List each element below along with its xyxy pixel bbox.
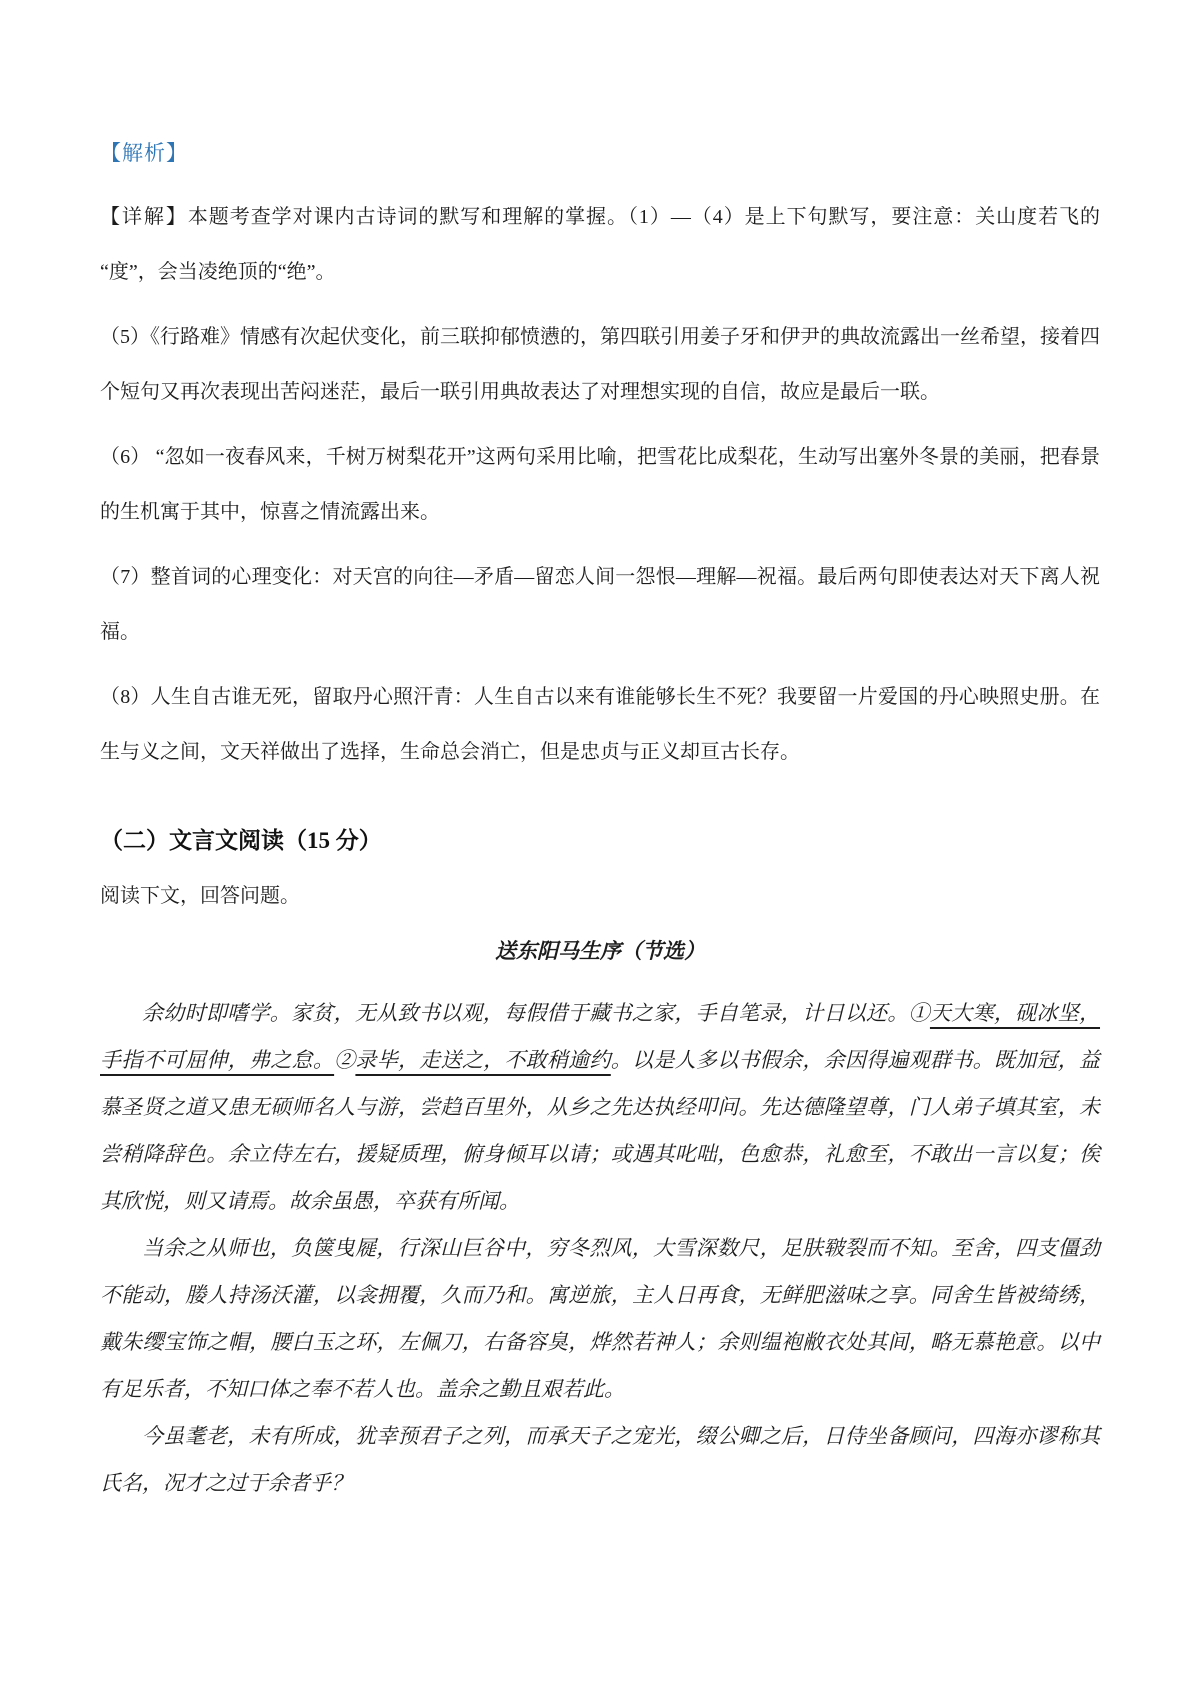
answer-paragraph-8: （8）人生自古谁无死，留取丹心照汗青：人生自古以来有谁能够长生不死？我要留一片爱国的丹心映照史册。在生与义之间，文天祥做出了选择，生命总会消亡，但是忠贞与正义却亘古长存。 — [100, 686, 1100, 763]
underlined-sentence: 录毕，走送之，不敢稍逾约 — [355, 1048, 611, 1072]
detail-paragraph — [100, 190, 1100, 300]
analysis-label: 【解析】 — [100, 141, 188, 165]
passage-text: 。以是人多以书假余，余因得遍观群书。既加冠，益慕圣贤之道又患无硕师名人与游，尝趋百里外，从乡之先达执经叩问。先达德隆望尊，门人弟子填其室，未尝稍降辞色。余立侍左右，援疑质理，俯身倾耳以请；或遇其叱咄，色愈恭，礼愈至，不敢出一言以复；俟其欣悦，则又请焉。故余虽愚，卒获有所闻。 — [100, 1048, 1101, 1213]
reading-instruction: 阅读下文，回答问题。 — [100, 885, 300, 907]
passage — [100, 927, 1100, 1507]
detail-label: 【详解】 — [100, 206, 188, 228]
detail-text: 本题考查学对课内古诗词的默写和理解的掌握。（1）—（4）是上下句默写，要注意：关山度若飞的“度”，会当凌绝顶的“绝”。 — [100, 206, 1101, 283]
passage-title: 送东阳马生序（节选） — [495, 938, 705, 963]
underlined-sentence: 天大寒，砚冰坚，手指不可屈伸，弗之怠。 — [100, 1001, 1101, 1072]
answer-paragraph-7: （7）整首词的心理变化：对天宫的向往—矛盾—留恋人间一怨恨—理解—祝福。最后两句即使表达对天下离人祝福。 — [100, 566, 1100, 643]
passage-paragraph-1 — [100, 990, 1100, 1225]
passage-paragraph-3 — [100, 1413, 1100, 1507]
passage-text: 余幼时即嗜学。家贫，无从致书以观，每假借于藏书之家，手自笔录，计日以还。 — [142, 1001, 909, 1025]
passage-text: ② — [334, 1048, 356, 1072]
answer-paragraph-5: （5）《行路难》情感有次起伏变化，前三联抑郁愤懑的，第四联引用姜子牙和伊尹的典故流露出一丝希望，接着四个短句又再次表现出苦闷迷茫，最后一联引用典故表达了对理想实现的自信，故应是最后一联。 — [100, 326, 1100, 403]
answer-paragraph-6: （6） “忽如一夜春风来，千树万树梨花开”这两句采用比喻，把雪花比成梨花，生动写出塞外冬景的美丽，把春景的生机寓于其中，惊喜之情流露出来。 — [100, 446, 1100, 523]
passage-text: 今虽耄老，未有所成，犹幸预君子之列，而承天子之宠光，缀公卿之后，日侍坐备顾问，四海亦谬称其氏名，况才之过于余者乎？ — [100, 1424, 1100, 1495]
passage-text: ① — [908, 1001, 930, 1025]
section-heading: （二）文言文阅读（15 分） — [100, 828, 382, 853]
passage-text: 当余之从师也，负箧曳屣，行深山巨谷中，穷冬烈风，大雪深数尺，足肤皲裂而不知。至舍，四支僵劲不能动，媵人持汤沃灌，以衾拥覆，久而乃和。寓逆旅，主人日再食，无鲜肥滋味之享。同舍生皆被绮绣，戴朱缨宝饰之帽，腰白玉之环，左佩刀，右备容臭，烨然若神人；余则缊袍敝衣处其间，略无慕艳意。以中有足乐者，不知口体之奉不若人也。盖余之勤且艰若此。 — [100, 1236, 1100, 1401]
passage-paragraph-2 — [100, 1225, 1100, 1413]
